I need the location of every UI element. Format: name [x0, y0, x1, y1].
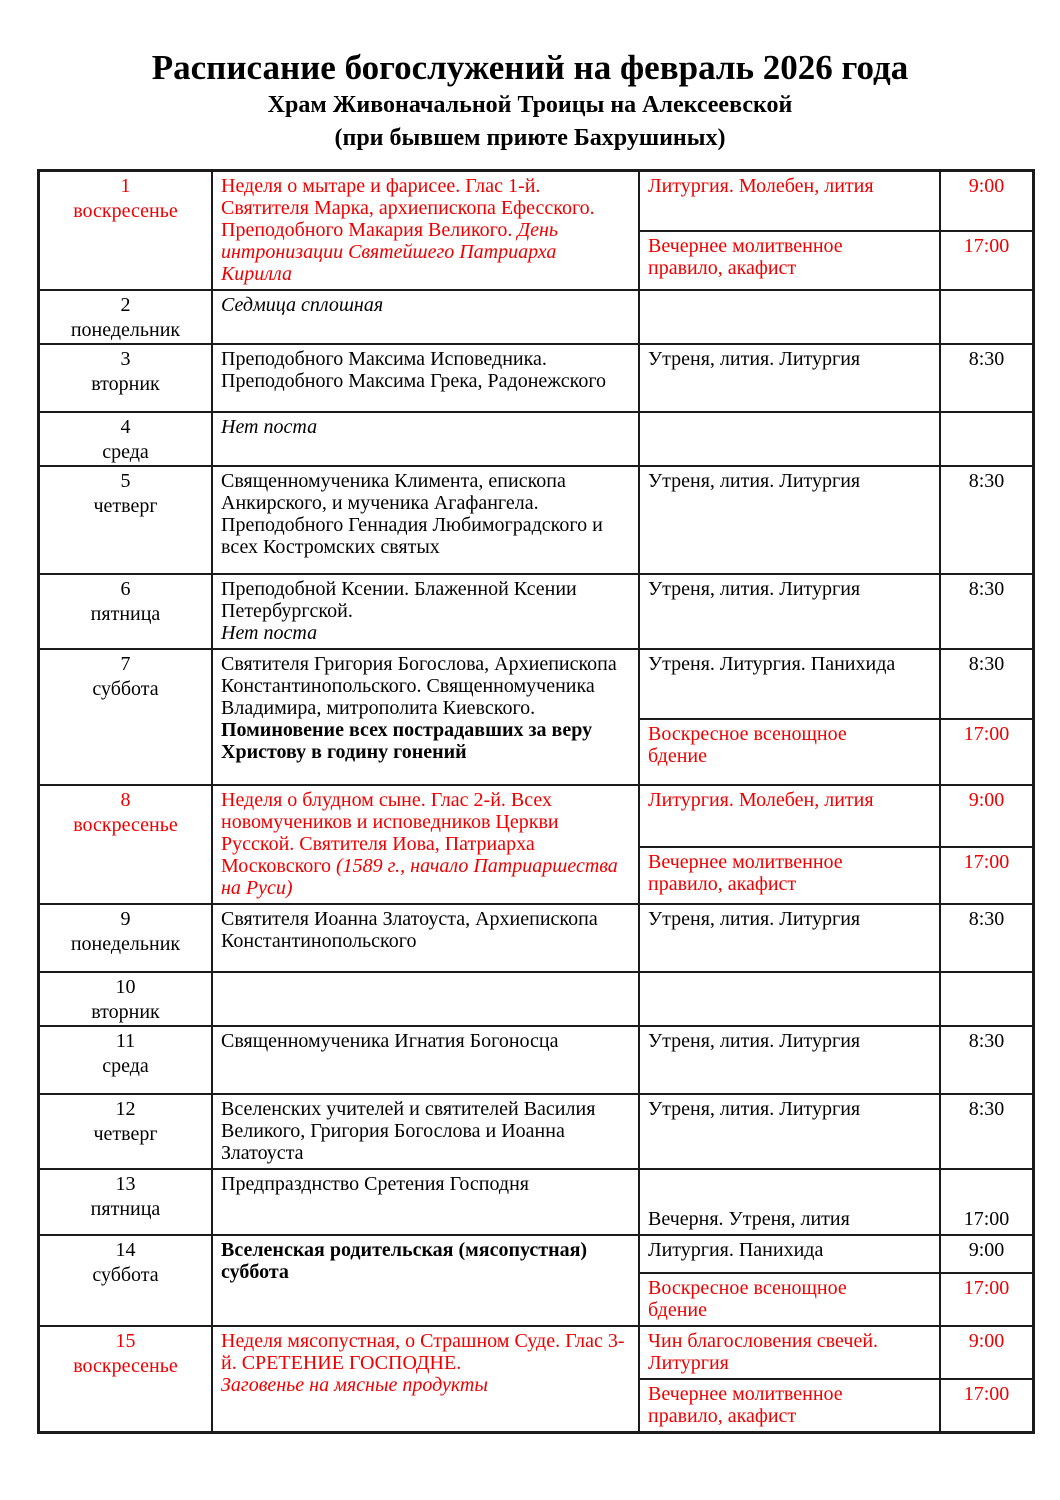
description-segment: Преподобной Ксении. Блаженной Ксении Петербургской. [221, 578, 577, 623]
date-cell [40, 905, 213, 971]
service-time-text: 17:00 [963, 1277, 1010, 1300]
service-row [640, 973, 1032, 1025]
date-cell [40, 1327, 213, 1431]
service-name-text: Утреня, лития. Литургия [648, 1098, 861, 1121]
schedule-row [40, 411, 1032, 465]
date-weekday: воскресенье [73, 200, 178, 223]
service-time [941, 905, 1032, 971]
service-name-text: Утреня, лития. Литургия [648, 470, 861, 493]
day-description [213, 413, 640, 465]
service-name-text: Воскресное всенощное бдение [648, 723, 847, 768]
services-cell [640, 973, 1032, 1025]
service-name [640, 650, 941, 718]
service-time [941, 973, 1032, 1025]
church-location: (при бывшем приюте Бахрушиных) [334, 125, 726, 152]
service-row [640, 291, 1032, 343]
service-time [941, 848, 1032, 903]
description-segment: Заговенье на мясные продукты [221, 1374, 488, 1397]
date-weekday: среда [102, 1055, 149, 1078]
schedule-row [40, 648, 1032, 784]
service-time [941, 1380, 1032, 1431]
service-row [640, 718, 1032, 784]
service-name [640, 786, 941, 846]
description-segment: Неделя о мытаре и фарисее. Глас 1-й. Святителя Марка, архиепископа Ефесского. Преподобного Макария Великого. [221, 175, 595, 242]
services-cell [640, 575, 1032, 648]
date-number: 2 [120, 294, 131, 317]
day-description [213, 973, 640, 1025]
day-description [213, 1095, 640, 1168]
description-segment: Святителя Григория Богослова, Архиепископа Константинопольского. Священномученика Владимира, митрополита Киевского. [221, 653, 617, 720]
schedule-row [40, 971, 1032, 1025]
service-name [640, 1274, 941, 1325]
service-time-text: 8:30 [968, 470, 1005, 493]
date-number: 3 [120, 348, 131, 371]
date-cell [40, 1095, 213, 1168]
date-number: 5 [120, 470, 131, 493]
description-segment: Предпразднство Сретения Господня [221, 1173, 529, 1196]
description-segment: Вселенских учителей и святителей Василия Великого, Григория Богослова и Иоанна Златоуста [221, 1098, 596, 1165]
day-description [213, 467, 640, 573]
day-description [213, 345, 640, 411]
date-weekday: суббота [92, 678, 159, 701]
date-cell [40, 291, 213, 343]
date-number: 4 [120, 416, 131, 439]
service-time-text: 8:30 [968, 348, 1005, 371]
day-description [213, 1027, 640, 1093]
schedule-row [40, 1234, 1032, 1325]
service-row [640, 1170, 1032, 1234]
schedule-row [40, 1325, 1032, 1431]
services-cell [640, 1327, 1032, 1431]
service-name [640, 232, 941, 290]
service-name-text: Литургия. Панихида [648, 1239, 824, 1262]
service-name [640, 1170, 941, 1234]
day-description [213, 1327, 640, 1431]
services-cell [640, 650, 1032, 784]
date-weekday: вторник [91, 1001, 160, 1024]
service-row [640, 1378, 1032, 1431]
description-segment: Неделя мясопустная, о Страшном Суде. Глас 3-й. СРЕТЕНИЕ ГОСПОДНЕ. [221, 1330, 625, 1375]
service-name [640, 467, 941, 573]
date-weekday: воскресенье [73, 814, 178, 837]
description-segment: Преподобного Максима Исповедника. Преподобного Максима Грека, Радонежского [221, 348, 607, 393]
service-name-text: Вечернее молитвенное правило, акафист [648, 1383, 843, 1428]
service-name [640, 413, 941, 465]
service-time [941, 650, 1032, 718]
description-segment: Седмица сплошная [221, 294, 384, 317]
service-time-text: 8:30 [968, 578, 1005, 601]
date-number: 15 [115, 1330, 136, 1353]
description-segment: Поминовение всех пострадавших за веру Христову в годину гонений [221, 719, 593, 764]
schedule-row [40, 1168, 1032, 1234]
date-cell [40, 575, 213, 648]
service-name [640, 172, 941, 230]
service-row [640, 575, 1032, 648]
service-time [941, 1274, 1032, 1325]
description-segment: Нет поста [221, 416, 318, 439]
date-cell [40, 1170, 213, 1234]
date-number: 13 [115, 1173, 136, 1196]
service-time-text: 8:30 [968, 653, 1005, 676]
service-time [941, 172, 1032, 230]
schedule-row [40, 1093, 1032, 1168]
services-cell [640, 291, 1032, 343]
date-weekday: понедельник [70, 933, 181, 956]
service-name [640, 291, 941, 343]
services-cell [640, 413, 1032, 465]
service-row [640, 1327, 1032, 1378]
day-description [213, 905, 640, 971]
service-time [941, 232, 1032, 290]
service-row [640, 650, 1032, 718]
service-name-text: Утреня. Литургия. Панихида [648, 653, 896, 676]
service-name-text: Вечернее молитвенное правило, акафист [648, 234, 843, 279]
description-segment: Вселенская родительская (мясопустная) суббота [221, 1239, 588, 1284]
service-row [640, 413, 1032, 465]
date-cell [40, 467, 213, 573]
description-segment: Священномученика Климента, епископа Анкирского, и мученика Агафангела. Преподобного Геннадия Любимоградского и всех Костромских святых [221, 470, 603, 559]
day-description [213, 575, 640, 648]
services-cell [640, 1095, 1032, 1168]
date-cell [40, 650, 213, 784]
service-time [941, 575, 1032, 648]
service-time-text: 17:00 [963, 1383, 1010, 1406]
date-cell [40, 172, 213, 289]
document-header [0, 0, 1060, 153]
service-time [941, 786, 1032, 846]
services-cell [640, 905, 1032, 971]
service-name [640, 848, 941, 903]
schedule-row [40, 289, 1032, 343]
date-number: 14 [115, 1239, 136, 1262]
day-description [213, 650, 640, 784]
schedule-table [37, 169, 1035, 1434]
service-row [640, 467, 1032, 573]
service-time [941, 720, 1032, 784]
service-name [640, 905, 941, 971]
date-weekday: пятница [90, 1198, 161, 1221]
date-number: 8 [120, 789, 131, 812]
date-weekday: суббота [92, 1264, 159, 1287]
service-row [640, 1236, 1032, 1272]
date-cell [40, 413, 213, 465]
schedule-row [40, 465, 1032, 573]
service-name-text: Воскресное всенощное бдение [648, 1277, 847, 1322]
service-time [941, 1170, 1032, 1234]
description-segment: Святителя Иоанна Златоуста, Архиепископа Константинопольского [221, 908, 598, 953]
service-row [640, 345, 1032, 411]
service-time [941, 291, 1032, 343]
services-cell [640, 467, 1032, 573]
schedule-row [40, 784, 1032, 903]
description-segment: Священномученика Игнатия Богоносца [221, 1030, 559, 1053]
service-time-text: 17:00 [963, 723, 1010, 746]
service-row [640, 1272, 1032, 1325]
day-description [213, 1170, 640, 1234]
service-time-text: 9:00 [968, 175, 1005, 198]
services-cell [640, 1027, 1032, 1093]
date-number: 9 [120, 908, 131, 931]
schedule-row [40, 903, 1032, 971]
page-title: Расписание богослужений на февраль 2026 года [151, 48, 909, 87]
service-time [941, 1095, 1032, 1168]
date-number: 1 [120, 175, 131, 198]
service-time-text: 8:30 [968, 1098, 1005, 1121]
service-row [640, 905, 1032, 971]
service-row [640, 846, 1032, 903]
service-row [640, 1095, 1032, 1168]
service-time [941, 467, 1032, 573]
service-time [941, 345, 1032, 411]
date-cell [40, 786, 213, 903]
service-time [941, 1236, 1032, 1272]
service-name [640, 1327, 941, 1378]
day-description [213, 786, 640, 903]
services-cell [640, 345, 1032, 411]
description-segment: Неделя о блудном сыне. Глас 2-й. Всех новомучеников и исповедников Церкви Русской. Святителя Иова, Патриарха Московского [221, 789, 559, 878]
date-cell [40, 1027, 213, 1093]
service-row [640, 230, 1032, 290]
date-cell [40, 973, 213, 1025]
service-name-text: Вечерня. Утреня, лития [648, 1208, 850, 1231]
service-name-text: Литургия. Молебен, лития [648, 175, 874, 198]
service-row [640, 786, 1032, 846]
services-cell [640, 786, 1032, 903]
service-name [640, 973, 941, 1025]
service-time-text: 17:00 [963, 1208, 1010, 1231]
service-name-text: Вечернее молитвенное правило, акафист [648, 851, 843, 896]
service-time-text: 9:00 [968, 1239, 1005, 1262]
service-row [640, 1027, 1032, 1093]
date-weekday: четверг [93, 495, 158, 518]
service-name [640, 575, 941, 648]
schedule-row [40, 1025, 1032, 1093]
date-weekday: среда [102, 441, 149, 464]
service-time [941, 1027, 1032, 1093]
schedule-row [40, 172, 1032, 289]
date-weekday: пятница [90, 603, 161, 626]
service-name-text: Литургия. Молебен, лития [648, 789, 874, 812]
date-weekday: воскресенье [73, 1355, 178, 1378]
description-segment: (1589 г., начало Патриаршества на Руси) [221, 855, 618, 900]
date-weekday: понедельник [70, 319, 181, 342]
services-cell [640, 1236, 1032, 1325]
service-name [640, 1095, 941, 1168]
day-description [213, 1236, 640, 1325]
service-time-text: 17:00 [963, 851, 1010, 874]
date-number: 12 [115, 1098, 136, 1121]
service-time-text: 9:00 [968, 789, 1005, 812]
day-description [213, 291, 640, 343]
date-cell [40, 345, 213, 411]
service-time [941, 1327, 1032, 1378]
services-cell [640, 172, 1032, 289]
date-number: 6 [120, 578, 131, 601]
service-time-text: 8:30 [968, 908, 1005, 931]
date-cell [40, 1236, 213, 1325]
service-row [640, 172, 1032, 230]
description-segment: День интронизации Святейшего Патриарха Кирилла [221, 219, 558, 286]
service-name [640, 1027, 941, 1093]
schedule-row [40, 573, 1032, 648]
date-number: 11 [115, 1030, 136, 1053]
schedule-row [40, 343, 1032, 411]
description-segment: Нет поста [221, 622, 318, 645]
date-number: 7 [120, 653, 131, 676]
service-name-text: Чин благословения свечей. Литургия [648, 1330, 879, 1375]
services-cell [640, 1170, 1032, 1234]
service-time-text: 8:30 [968, 1030, 1005, 1053]
date-number: 10 [115, 976, 136, 999]
service-name-text: Утреня, лития. Литургия [648, 348, 861, 371]
date-weekday: вторник [91, 373, 160, 396]
service-name-text: Утреня, лития. Литургия [648, 1030, 861, 1053]
day-description [213, 172, 640, 289]
service-name [640, 720, 941, 784]
service-time-text: 17:00 [963, 234, 1010, 257]
service-name-text: Утреня, лития. Литургия [648, 908, 861, 931]
date-weekday: четверг [93, 1123, 158, 1146]
service-time-text: 9:00 [968, 1330, 1005, 1353]
service-name [640, 1236, 941, 1272]
service-name [640, 1380, 941, 1431]
service-name [640, 345, 941, 411]
service-time [941, 413, 1032, 465]
church-name: Храм Живоначальной Троицы на Алексеевской [267, 92, 793, 119]
service-name-text: Утреня, лития. Литургия [648, 578, 861, 601]
